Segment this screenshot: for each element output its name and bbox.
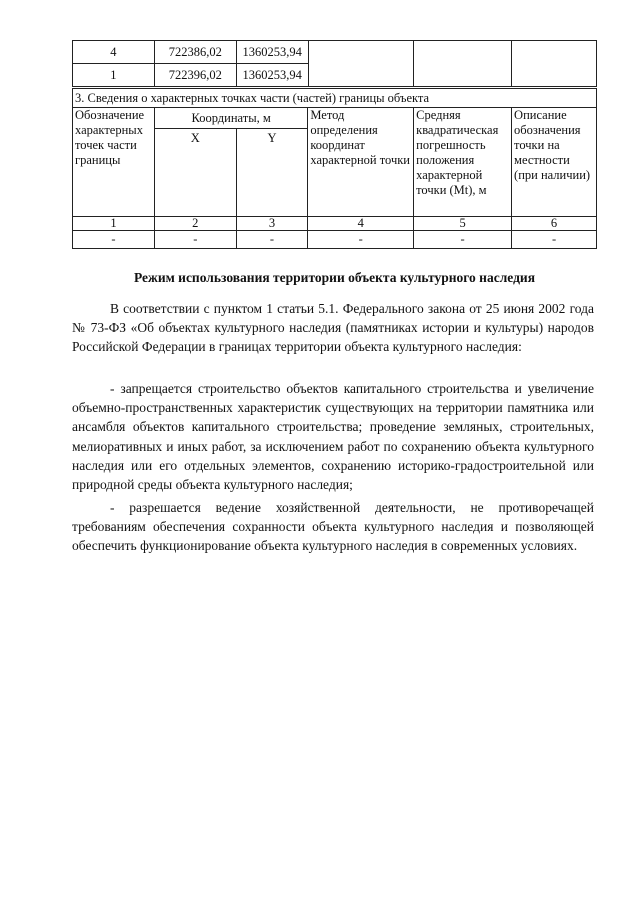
table-row [73, 41, 597, 64]
empty-cell [512, 41, 597, 87]
point-number: 1 [73, 64, 155, 87]
allowed-paragraph: - разрешается ведение хозяйственной деятельности, не противоречащей требованиям обеспечения сохранности объекта культурного наследия и позволяющей обеспечить функционирование объекта культурного наследия в современных условиях. [72, 500, 594, 554]
header-x: X [154, 129, 236, 217]
header-method: Метод определения координат характерной точки [308, 108, 414, 217]
table-cell: - [512, 231, 597, 249]
coord-y: 1360253,94 [236, 41, 308, 64]
empty-cell [414, 41, 512, 87]
table-cell: - [414, 231, 512, 249]
table-cell: - [154, 231, 236, 249]
table-header-row [73, 108, 597, 129]
table-cell: - [236, 231, 308, 249]
column-number: 6 [512, 217, 597, 231]
table-cell: - [73, 231, 155, 249]
column-numbers-row [73, 217, 597, 231]
header-designation: Обозначение характерных точек части границы [73, 108, 155, 217]
coord-x: 722396,02 [154, 64, 236, 87]
column-number: 2 [154, 217, 236, 231]
coordinates-table-continuation [72, 40, 597, 87]
header-coordinates: Координаты, м [154, 108, 307, 129]
table-section-title-row [73, 89, 597, 108]
empty-cell [308, 41, 414, 87]
header-y: Y [236, 129, 308, 217]
intro-paragraph: В соответствии с пунктом 1 статьи 5.1. Федерального закона от 25 июня 2002 года № 73-ФЗ «Об объектах культурного наследия (памятниках истории и культуры) народов Российской Федерации в границах территории объекта культурного наследия: [72, 301, 594, 355]
regime-heading: Режим использования территории объекта культурного наследия [133, 270, 536, 285]
table-cell: - [308, 231, 414, 249]
coord-x: 722386,02 [154, 41, 236, 64]
characteristic-points-table [72, 88, 597, 249]
column-number: 4 [308, 217, 414, 231]
point-number: 4 [73, 41, 155, 64]
coord-y: 1360253,94 [236, 64, 308, 87]
header-error: Средняя квадратическая погрешность положения характерной точки (Mt), м [414, 108, 512, 217]
column-number: 5 [414, 217, 512, 231]
section-title: 3. Сведения о характерных точках части (частей) границы объекта [73, 89, 597, 108]
prohibited-paragraph: - запрещается строительство объектов капитального строительства и увеличение объемно-пространственных характеристик существующих на территории памятника или ансамбля объектов капитального строительства; проведение земляных, строительных, мелиоративных и иных работ, за исключением работ по сохранению объекта культурного наследия или его отдельных элементов, сохранению историко-градостроительной или природной среды объекта культурного наследия; [72, 381, 594, 493]
column-number: 3 [236, 217, 308, 231]
column-number: 1 [73, 217, 155, 231]
header-description: Описание обозначения точки на местности (при наличии) [512, 108, 597, 217]
table-row [73, 231, 597, 249]
